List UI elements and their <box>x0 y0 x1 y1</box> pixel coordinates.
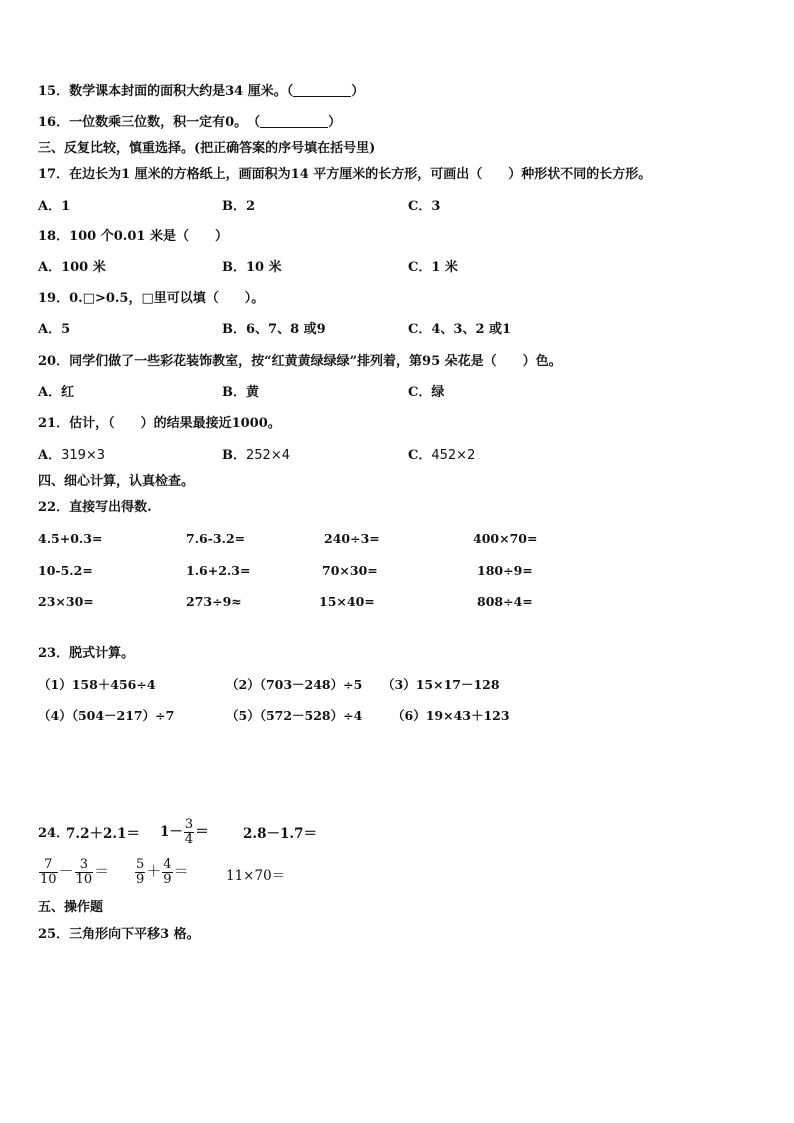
question-21-option-c-value: 452×2 <box>431 448 476 463</box>
calc-item: 7.6-3.2= <box>186 531 246 546</box>
calc-item: 23×30= <box>38 594 94 609</box>
q24-expr-1: 7.2＋2.1＝ <box>66 826 140 842</box>
question-17-option-c[interactable]: C．3 <box>408 199 441 214</box>
question-21-option-c[interactable] <box>408 448 475 464</box>
calc-item: 4.5+0.3= <box>38 531 103 546</box>
section-5-heading: 五、操作题 <box>38 900 104 915</box>
stepwise-item: （3）15×17－128 <box>382 677 500 692</box>
stepwise-item: （6）19×43＋123 <box>392 708 510 723</box>
fraction-numerator: 3 <box>75 858 94 873</box>
q24-expr-2-fraction <box>184 818 194 847</box>
q24-expr-2-equals: ＝ <box>195 824 209 840</box>
fraction <box>135 858 145 887</box>
question-21-option-c-letter: C． <box>408 448 432 463</box>
question-18-option-c[interactable]: C．1 米 <box>408 260 458 275</box>
fraction-denominator: 9 <box>136 872 145 887</box>
question-16-close: ） <box>328 115 342 130</box>
question-15-close: ） <box>351 84 365 99</box>
question-25-text: 25．三角形向下平移3 格。 <box>38 927 200 942</box>
stepwise-item: （5）（572－528）÷4 <box>226 708 363 723</box>
equals: ＝ <box>173 862 189 880</box>
question-16 <box>38 115 341 131</box>
operator: ＋ <box>146 862 162 880</box>
question-18-option-a[interactable]: A．100 米 <box>38 260 106 275</box>
stepwise-item: （1）158＋456÷4 <box>38 677 156 692</box>
stepwise-item: （4）（504－217）÷7 <box>38 708 175 723</box>
question-20-text: 20．同学们做了一些彩花装饰教室，按“红黄黄绿绿绿”排列着，第95 朵花是（ ）色。 <box>38 354 562 369</box>
calc-item: 240÷3= <box>324 531 380 546</box>
question-21-option-b-letter: B． <box>222 448 246 463</box>
question-21-option-b-value: 252×4 <box>246 448 290 463</box>
question-17-option-a[interactable]: A．1 <box>38 199 71 214</box>
question-15-text: 15．数学课本封面的面积大约是34 厘米。（ <box>38 84 294 99</box>
fraction <box>162 858 172 887</box>
calc-item: 180÷9= <box>477 563 533 578</box>
q24-expr-5 <box>134 858 189 887</box>
calc-item: 273÷9≈ <box>186 594 242 609</box>
fraction-numerator: 5 <box>136 857 145 872</box>
question-15 <box>38 84 364 100</box>
fraction-denominator: 10 <box>40 872 57 887</box>
q24-expr-3: 2.8－1.7＝ <box>243 826 317 842</box>
calc-item: 10-5.2= <box>38 563 93 578</box>
answer-blank-16[interactable] <box>260 127 328 128</box>
question-18-option-b[interactable]: B．10 米 <box>222 260 282 275</box>
answer-blank-15[interactable] <box>293 96 351 97</box>
fraction <box>75 858 94 887</box>
calc-item: 400×70= <box>473 531 538 546</box>
question-20-option-b[interactable]: B．黄 <box>222 385 259 400</box>
q24-expr-2 <box>160 818 209 847</box>
q24-expr-4 <box>38 858 109 887</box>
question-20-option-c[interactable]: C．绿 <box>408 385 445 400</box>
question-19-option-c[interactable]: C．4、3、2 或1 <box>408 322 512 337</box>
question-22-text: 22．直接写出得数. <box>38 500 152 515</box>
question-18-text: 18．100 个0.01 米是（ ） <box>38 229 228 244</box>
fraction-denominator: 9 <box>163 872 172 887</box>
fraction-numerator: 4 <box>163 857 172 872</box>
question-16-text: 16．一位数乘三位数，积一定有0。 （ <box>38 115 261 130</box>
question-24-label: 24． <box>38 826 70 841</box>
question-21-text: 21．估计，（ ）的结果最接近1000。 <box>38 416 281 431</box>
question-21-option-b[interactable] <box>222 448 290 464</box>
question-19-option-b[interactable]: B．6、7、8 或9 <box>222 322 326 337</box>
fraction-numerator: 7 <box>39 858 58 873</box>
q24-expr-2-whole: 1－ <box>160 824 183 840</box>
calc-item: 808÷4= <box>477 594 533 609</box>
question-21-option-a[interactable] <box>38 448 105 464</box>
question-17-text: 17．在边长为1 厘米的方格纸上，画面积为14 平方厘米的长方形，可画出（ ）种形状不同的长方形。 <box>38 167 652 182</box>
question-21-option-a-letter: A． <box>38 448 62 463</box>
question-20-option-a[interactable]: A．红 <box>38 385 75 400</box>
calc-item: 1.6+2.3= <box>186 563 251 578</box>
question-19-text: 19．0.□>0.5，□里可以填（ ）。 <box>38 291 265 306</box>
fraction-denominator: 10 <box>75 872 93 887</box>
operator: － <box>58 862 74 880</box>
question-21-option-a-value: 319×3 <box>61 448 106 463</box>
section-3-heading: 三、反复比较，慎重选择。(把正确答案的序号填在括号里) <box>38 141 376 156</box>
fraction-numerator: 3 <box>184 817 194 832</box>
calc-item: 70×30= <box>322 563 378 578</box>
q24-expr-6: 11×70＝ <box>226 868 286 884</box>
fraction <box>39 858 58 887</box>
calc-item: 15×40= <box>319 594 375 609</box>
question-23-text: 23．脱式计算。 <box>38 646 135 661</box>
stepwise-item: （2）（703－248）÷5 <box>226 677 363 692</box>
equals: ＝ <box>94 862 110 880</box>
question-17-option-b[interactable]: B．2 <box>222 199 256 214</box>
question-19-option-a[interactable]: A．5 <box>38 322 71 337</box>
section-4-heading: 四、细心计算，认真检查。 <box>38 474 195 489</box>
fraction-denominator: 4 <box>184 832 194 847</box>
